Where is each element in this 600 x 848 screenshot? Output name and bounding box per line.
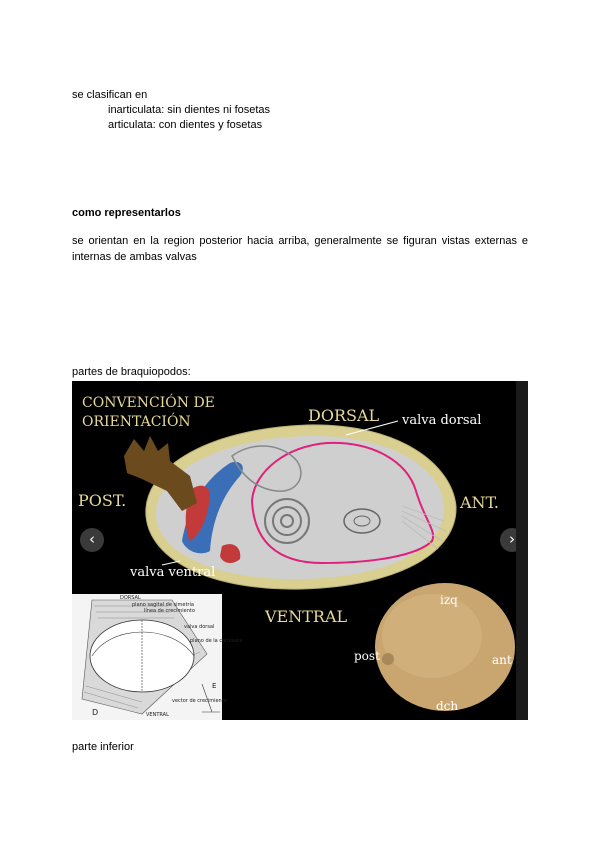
inset-letter-e: E (212, 682, 217, 690)
inset-comisura: plano de la comisura (190, 638, 243, 644)
ventral-label: VENTRAL (265, 607, 348, 626)
inset-vector: vector de crecimiento (172, 698, 227, 704)
section-paragraph: se orientan en la region posterior hacia arriba, generalmente se figuran vistas externas e internas de ambas valvas (72, 235, 528, 263)
brachiopod-figure (72, 381, 528, 720)
inset-dorsal: DORSAL (120, 595, 141, 601)
chevron-left-icon: ‹ (89, 530, 95, 548)
carousel-prev-button[interactable] (80, 528, 104, 552)
inset-valva-dorsal: valva dorsal (184, 624, 215, 630)
section-heading: como representarlos (72, 207, 181, 219)
inset-plano: plano sagital de simetría (132, 602, 194, 608)
dorsal-label: DORSAL (308, 406, 380, 425)
intro-line: se clasifican en (72, 89, 148, 101)
shell-label-dch: dch (436, 699, 459, 713)
valva-dorsal-label: valva dorsal (402, 413, 482, 428)
chevron-right-icon: › (509, 530, 515, 548)
shell-label-izq: izq (440, 593, 458, 607)
orientation-title: CONVENCIÓN DE (82, 395, 215, 411)
inset-linea: línea de crecimiento (144, 608, 195, 614)
orientation-title: ORIENTACIÓN (82, 414, 191, 430)
shell-label-ant: ant (492, 653, 512, 667)
classification-item: articulata: con dientes y fosetas (108, 119, 263, 131)
shell-label-post: post (354, 649, 380, 663)
orientation-inset-diagram (72, 594, 243, 720)
inset-ventral: VENTRAL (146, 712, 169, 718)
valva-ventral-label: valva ventral (130, 565, 216, 580)
classification-item: inarticulata: sin dientes ni fosetas (108, 104, 271, 116)
ant-label: ANT. (460, 493, 499, 512)
figure-caption: partes de braquiopodos: (72, 366, 191, 378)
inset-letter-d: D (92, 708, 99, 717)
footer-text: parte inferior (72, 741, 134, 753)
scroll-strip (516, 381, 528, 720)
post-label: POST. (78, 491, 127, 510)
